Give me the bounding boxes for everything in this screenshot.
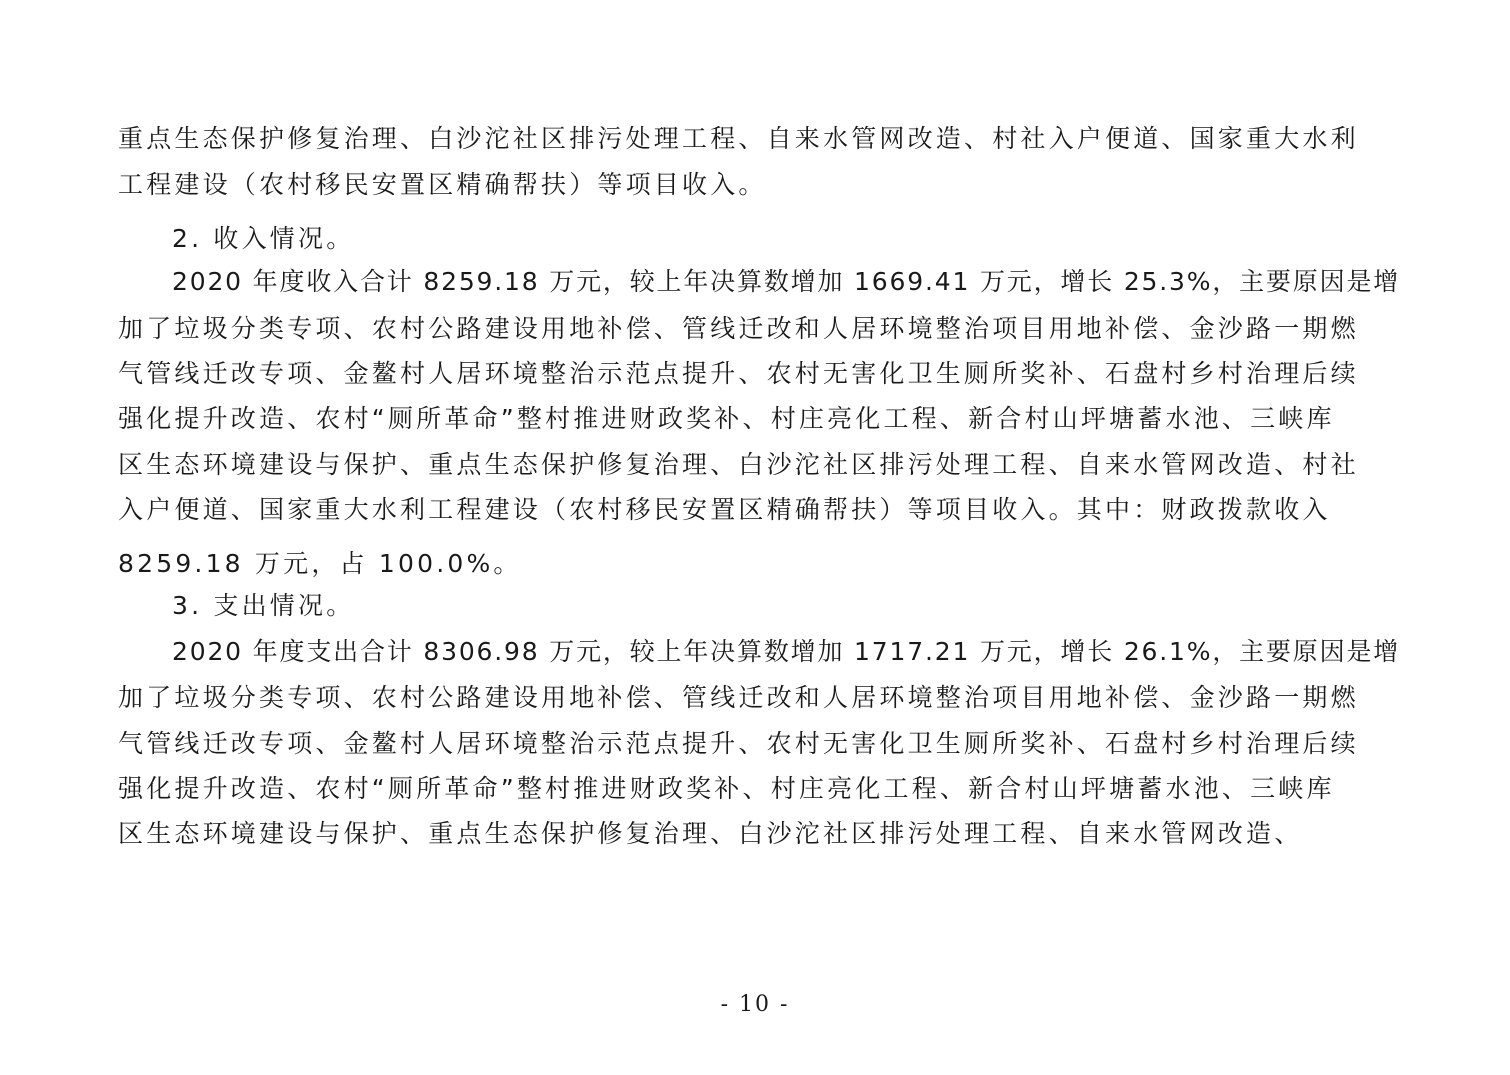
text-line-2: 工程建设（农村移民安置区精确帮扶）等项目收入。 — [118, 170, 767, 199]
text-line-income-summary: 2020 年度收入合计 8259.18 万元，较上年决算数增加 1669.41 万元，增长 25.3%，主要原因是增 — [172, 267, 1401, 296]
text-line-9: 入户便道、国家重大水利工程建设（农村移民安置区精确帮扶）等项目收入。其中：财政拨款收入 — [118, 495, 1331, 524]
text-line-10: 8259.18 万元，占 100.0%。 — [118, 549, 522, 578]
text-line-13: 加了垃圾分类专项、农村公路建设用地补偿、管线迁改和人居环境整治项目用地补偿、金沙路一期燃 — [118, 683, 1359, 712]
page-number: - 10 - — [720, 992, 790, 1017]
text-line-7: 强化提升改造、农村“厕所革命”整村推进财政奖补、村庄亮化工程、新合村山坪塘蓄水池、三峡库 — [118, 404, 1335, 433]
text-line-14: 气管线迁改专项、金鳌村人居环境整治示范点提升、农村无害化卫生厕所奖补、石盘村乡村治理后续 — [118, 729, 1359, 758]
section-heading-income: 2. 收入情况。 — [172, 224, 355, 253]
text-line-8: 区生态环境建设与保护、重点生态保护修复治理、白沙沱社区排污处理工程、自来水管网改造、村社 — [118, 450, 1359, 479]
text-line-15: 强化提升改造、农村“厕所革命”整村推进财政奖补、村庄亮化工程、新合村山坪塘蓄水池、三峡库 — [118, 774, 1335, 803]
text-line-6: 气管线迁改专项、金鳌村人居环境整治示范点提升、农村无害化卫生厕所奖补、石盘村乡村治理后续 — [118, 359, 1359, 388]
section-heading-expense: 3. 支出情况。 — [172, 591, 355, 620]
text-line-16: 区生态环境建设与保护、重点生态保护修复治理、白沙沱社区排污处理工程、自来水管网改造、 — [118, 819, 1303, 848]
text-line-expense-summary: 2020 年度支出合计 8306.98 万元，较上年决算数增加 1717.21 万元，增长 26.1%，主要原因是增 — [172, 637, 1401, 666]
text-line-5: 加了垃圾分类专项、农村公路建设用地补偿、管线迁改和人居环境整治项目用地补偿、金沙路一期燃 — [118, 314, 1359, 343]
text-line-1: 重点生态保护修复治理、白沙沱社区排污处理工程、自来水管网改造、村社入户便道、国家重大水利 — [118, 124, 1359, 153]
